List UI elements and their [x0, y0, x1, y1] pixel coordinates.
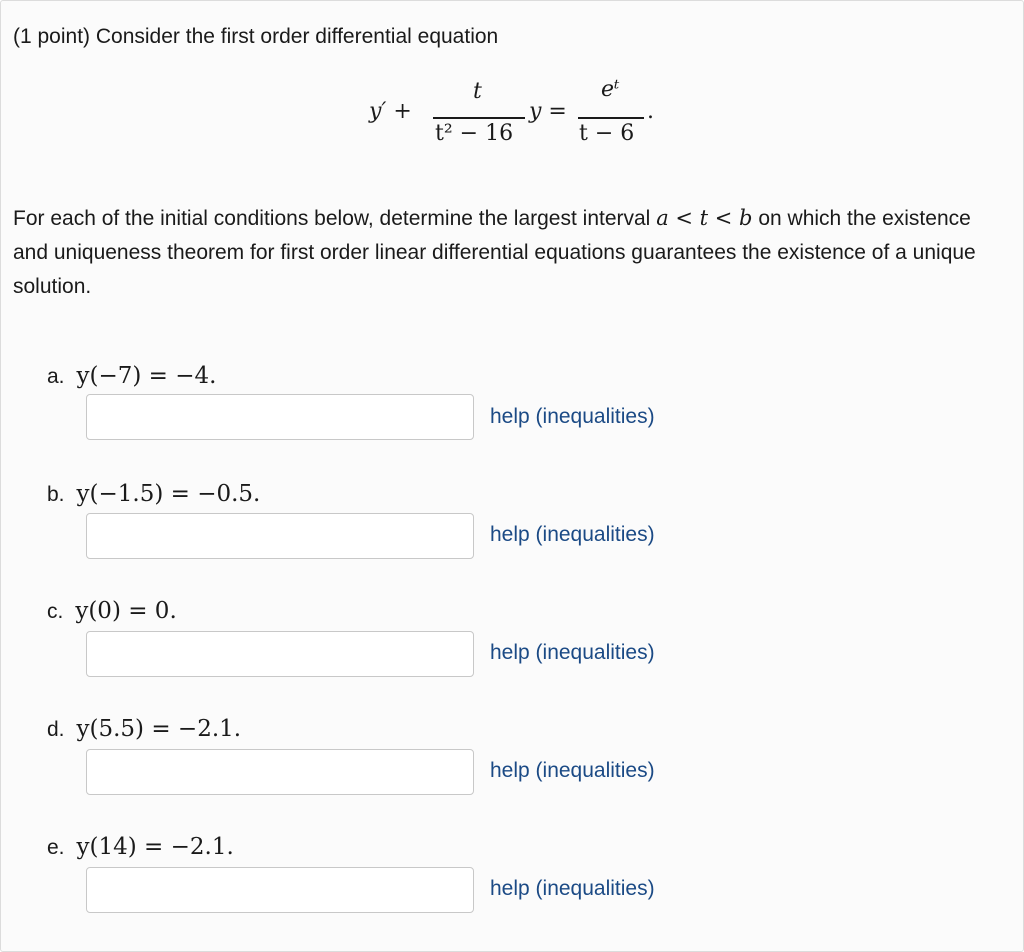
fraction2-numerator: eᵗ	[601, 77, 620, 102]
fraction2-denominator: t − 6	[579, 121, 635, 146]
initial-condition: y(5.5) = −2.1.	[76, 716, 242, 742]
part-b-answer-input[interactable]	[86, 513, 474, 559]
part-letter: c.	[47, 600, 64, 623]
part-letter: d.	[47, 718, 65, 741]
part-d-answer-input[interactable]	[86, 749, 474, 795]
instructions-after: on which the existence and uniqueness theorem for first order linear differential equations guarantees the existence of a unique solution.	[13, 207, 976, 298]
fraction1-numerator: t	[473, 79, 482, 104]
part-a-answer-input[interactable]	[86, 394, 474, 440]
part-b-label	[47, 481, 260, 507]
part-c-help-link[interactable]: help (inequalities)	[490, 641, 655, 664]
equation-mid: y =	[529, 99, 567, 124]
part-d-help-link[interactable]: help (inequalities)	[490, 759, 655, 782]
part-letter: a.	[47, 365, 65, 388]
part-a-label	[47, 363, 216, 389]
part-e-label	[47, 834, 234, 860]
part-letter: e.	[47, 836, 65, 859]
equation-lhs-prefix: y′ +	[369, 99, 412, 124]
differential-equation	[369, 77, 689, 157]
initial-condition: y(0) = 0.	[75, 598, 177, 624]
fraction1-denominator: t² − 16	[435, 121, 514, 146]
part-e-help-link[interactable]: help (inequalities)	[490, 877, 655, 900]
part-c-label	[47, 598, 177, 624]
initial-condition: y(−7) = −4.	[76, 363, 217, 389]
interval-expression: a < t < b	[656, 206, 753, 230]
part-letter: b.	[47, 483, 65, 506]
initial-condition: y(14) = −2.1.	[76, 834, 234, 860]
part-d-label	[47, 716, 241, 742]
part-a-help-link[interactable]: help (inequalities)	[490, 405, 655, 428]
part-c-answer-input[interactable]	[86, 631, 474, 677]
fraction2-bar	[578, 117, 644, 119]
problem-intro: (1 point) Consider the first order differential equation	[13, 25, 499, 48]
part-e-answer-input[interactable]	[86, 867, 474, 913]
part-b-help-link[interactable]: help (inequalities)	[490, 523, 655, 546]
equation-period: .	[647, 99, 654, 124]
fraction1-bar	[433, 117, 525, 119]
instructions-paragraph	[13, 201, 1003, 304]
initial-condition: y(−1.5) = −0.5.	[76, 481, 261, 507]
instructions-before: For each of the initial conditions below, determine the largest interval	[13, 207, 651, 230]
